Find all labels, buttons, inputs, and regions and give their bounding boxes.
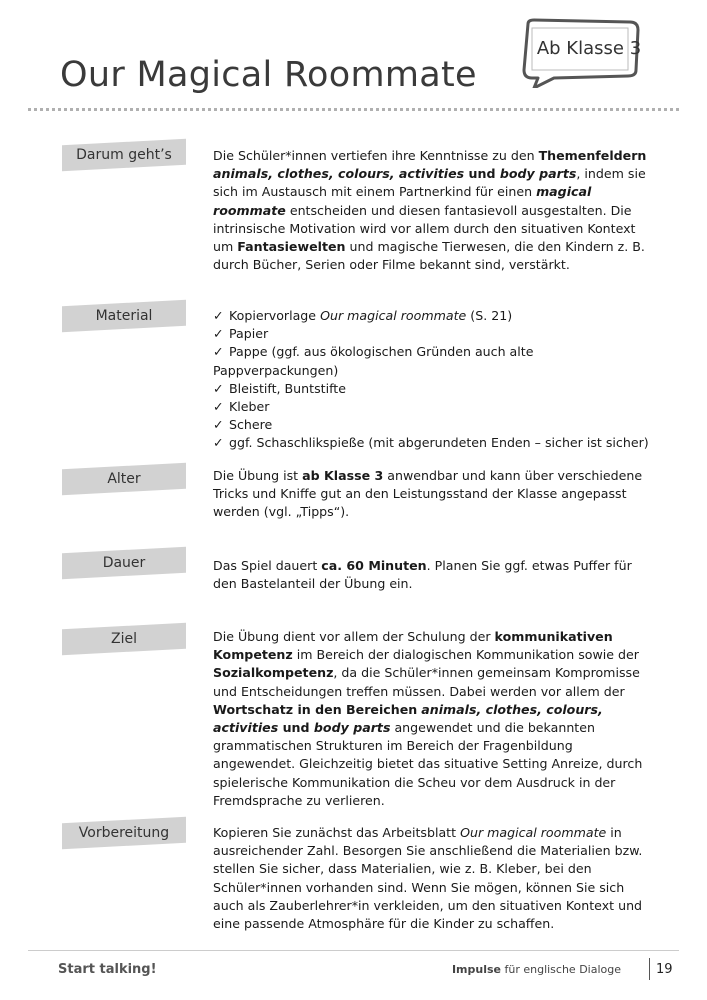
text-run: ggf. Schaschlikspieße (mit abgerundeten Enden – sicher ist sicher) bbox=[229, 435, 649, 451]
footer-divider bbox=[28, 950, 679, 951]
paragraph bbox=[213, 467, 653, 522]
section-text-alter bbox=[213, 467, 653, 522]
section-label-text: Vorbereitung bbox=[78, 825, 170, 841]
paragraph bbox=[213, 147, 653, 274]
text-run: Sozialkompetenz bbox=[213, 665, 334, 681]
footer-separator bbox=[649, 958, 650, 980]
section-label-text: Material bbox=[95, 308, 153, 324]
checkmark-icon: ✓ bbox=[213, 308, 224, 323]
paragraph bbox=[213, 557, 653, 593]
text-run: . Planen Sie ggf. etwas Puffer für den Bastelanteil der Übung ein. bbox=[213, 558, 632, 592]
material-item bbox=[213, 325, 653, 343]
section-label-text: Alter bbox=[107, 471, 141, 487]
checkmark-icon: ✓ bbox=[213, 326, 224, 342]
paragraph bbox=[213, 824, 653, 933]
checkmark-icon: ✓ bbox=[213, 417, 224, 433]
text-run: Pappe (ggf. aus ökologischen Gründen auch alte Pappverpackungen) bbox=[213, 344, 534, 378]
page-title: Our Magical Roommate bbox=[60, 55, 477, 95]
section-label-ziel bbox=[62, 623, 186, 655]
text-run: Die Übung dient vor allem der Schulung der bbox=[213, 629, 495, 644]
section-label-vorbereitung bbox=[62, 817, 186, 849]
text-run: Wortschatz in den Bereichen bbox=[213, 701, 418, 717]
footer-subtitle bbox=[452, 963, 621, 976]
text-run: Schere bbox=[229, 417, 273, 433]
checkmark-icon: ✓ bbox=[213, 435, 224, 451]
text-run: Our magical roommate bbox=[320, 308, 467, 323]
footer-subtitle-rest: für englische Dialoge bbox=[500, 963, 621, 976]
checkmark-icon: ✓ bbox=[213, 380, 224, 396]
text-run: Kopiervorlage bbox=[229, 308, 321, 323]
text-run: entscheiden und diesen fantasievoll ausgestalten. Die intrinsische Motivation wird vor allem durch den situativen Kontext um bbox=[213, 202, 636, 255]
text-run: ab Klasse 3 bbox=[302, 468, 384, 483]
section-text-ziel bbox=[213, 628, 653, 810]
text-run: animals, clothes, colours, activities bbox=[213, 701, 603, 736]
page-number: 19 bbox=[656, 962, 673, 977]
text-run: body parts bbox=[499, 166, 577, 182]
section-label-material bbox=[62, 300, 186, 332]
footer-series-title: Start talking! bbox=[58, 962, 157, 977]
material-item bbox=[213, 434, 653, 452]
class-level-badge: Ab Klasse 3 bbox=[536, 38, 642, 59]
header-divider bbox=[28, 108, 679, 111]
text-run: Papier bbox=[229, 326, 269, 342]
material-item bbox=[213, 343, 653, 379]
text-run: und bbox=[464, 166, 500, 182]
section-label-text: Darum geht’s bbox=[76, 147, 172, 163]
text-run: anwendbar und kann über verschiedene Tricks und Kniffe gut an den Leistungsstand der Klasse angepasst werden (vgl. „Tipps“). bbox=[213, 468, 643, 520]
text-run: Die Übung ist bbox=[213, 468, 303, 483]
text-run: Fantasiewelten bbox=[237, 239, 346, 255]
material-item bbox=[213, 380, 653, 398]
footer-subtitle-bold: Impulse bbox=[451, 963, 501, 976]
text-run: Kopieren Sie zunächst das Arbeitsblatt bbox=[213, 825, 461, 840]
text-run: Die Schüler*innen vertiefen ihre Kenntnisse zu den bbox=[213, 148, 539, 163]
text-run: Themenfeldern bbox=[538, 148, 647, 163]
section-label-dauer bbox=[62, 547, 186, 579]
checkmark-icon: ✓ bbox=[213, 399, 224, 415]
section-text-dauer bbox=[213, 557, 653, 593]
text-run: kommunikativen Kompetenz bbox=[213, 629, 613, 663]
section-label-darum bbox=[62, 139, 186, 171]
text-run: Das Spiel dauert bbox=[213, 558, 322, 573]
text-run: Kleber bbox=[229, 399, 270, 415]
checkmark-icon: ✓ bbox=[213, 344, 224, 360]
text-run: , indem sie sich im Austausch mit einem Partnerkind für einen bbox=[213, 166, 646, 200]
text-run: angewendet und die bekannten grammatischen Strukturen im Bereich der Fragenbildung angewendet. Gleichzeitig bietet das situative Setting Anreize, durch spielerische Kommunikation die Scheu vor dem Ausdruck in der Fremdsprache zu verlieren. bbox=[213, 720, 643, 808]
section-label-text: Dauer bbox=[102, 555, 146, 571]
section-label-alter bbox=[62, 463, 186, 495]
text-run: , da die Schüler*innen gemeinsam Kompromisse und Entscheidungen treffen müssen. Dabei werden vor allem der bbox=[213, 665, 640, 699]
text-run: Our magical roommate bbox=[460, 825, 607, 840]
paragraph bbox=[213, 628, 653, 810]
section-text-darum bbox=[213, 147, 653, 274]
text-run: und bbox=[278, 720, 314, 736]
text-run: body parts bbox=[313, 720, 391, 736]
text-run: animals, clothes, colours, activities bbox=[213, 166, 465, 182]
text-run: magical roommate bbox=[213, 184, 592, 218]
text-run: und magische Tierwesen, die den Kindern z. B. durch Bücher, Serien oder Filme bekannt sind, verstärkt. bbox=[213, 239, 645, 273]
material-item bbox=[213, 398, 653, 416]
section-label-text: Ziel bbox=[111, 631, 137, 647]
text-run: im Bereich der dialogischen Kommunikation sowie der bbox=[292, 647, 639, 663]
text-run: Bleistift, Buntstifte bbox=[229, 380, 346, 396]
text-run: in ausreichender Zahl. Besorgen Sie anschließend die Materialien bzw. stellen Sie sicher, dass Materialien, wie z. B. Kleber, bei den Schüler*innen vorhanden sind. Wenn Sie mögen, können Sie sich auch als Zauberlehrer*in verkleiden, um den situativen Kontext und eine passende Atmosphäre für die Kinder zu schaffen. bbox=[213, 825, 643, 932]
section-text-vorbereitung bbox=[213, 824, 653, 933]
material-item bbox=[213, 416, 653, 434]
material-list bbox=[213, 307, 653, 453]
text-run: (S. 21) bbox=[466, 308, 513, 323]
material-item bbox=[213, 307, 653, 325]
text-run: ca. 60 Minuten bbox=[321, 558, 427, 573]
section-list-material bbox=[213, 307, 653, 453]
